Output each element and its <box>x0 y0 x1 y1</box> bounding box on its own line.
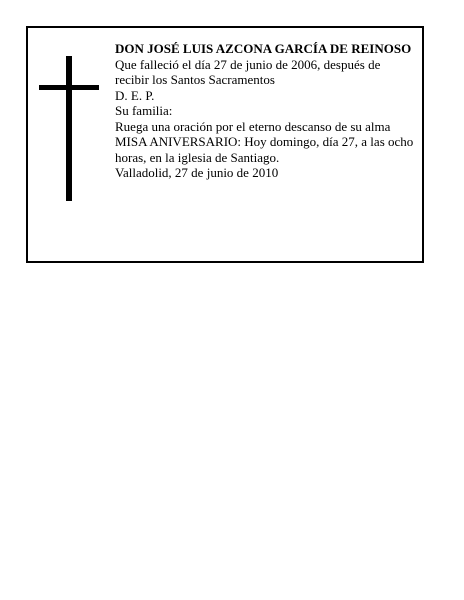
place-date: Valladolid, 27 de junio de 2010 <box>115 165 279 180</box>
cross-vertical-bar <box>66 56 72 201</box>
family-line: Su familia: <box>115 103 173 118</box>
cross-horizontal-bar <box>39 85 99 90</box>
mass-announcement: MISA ANIVERSARIO: Hoy domingo, día 27, a las ocho horas, en la iglesia de Santiago. <box>115 134 414 165</box>
deceased-name: DON JOSÉ LUIS AZCONA GARCÍA DE REINOSO <box>115 41 412 56</box>
notice-text <box>115 41 415 181</box>
obituary-notice <box>26 26 424 263</box>
cross-icon <box>39 56 99 201</box>
death-statement: Que falleció el día 27 de junio de 2006, después de recibir los Santos Sacramentos <box>115 56 381 87</box>
rip-line: D. E. P. <box>115 87 155 103</box>
prayer-request: Ruega una oración por el eterno descanso de su alma <box>115 118 391 134</box>
